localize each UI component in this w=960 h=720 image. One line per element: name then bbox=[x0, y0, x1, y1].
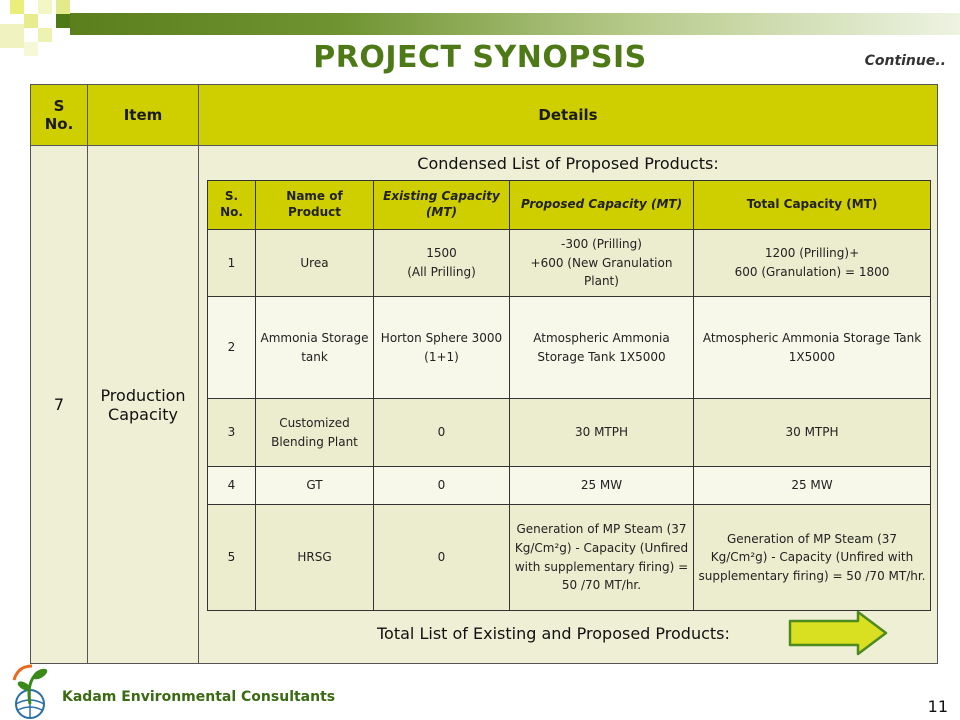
table-row bbox=[208, 505, 931, 611]
table-row bbox=[208, 297, 931, 399]
synopsis-table bbox=[30, 84, 938, 664]
page-number: 11 bbox=[927, 697, 948, 716]
cell-existing: 0 bbox=[374, 399, 510, 467]
cell-sno: 1 bbox=[208, 230, 256, 297]
cell-sno: 3 bbox=[208, 399, 256, 467]
cell-existing: 1500 (All Prilling) bbox=[374, 230, 510, 297]
cell-product: Urea bbox=[256, 230, 374, 297]
products-table bbox=[207, 180, 931, 611]
cell-total: Generation of MP Steam (37 Kg/Cm²g) - Capacity (Unfired with supplementary firing) = 50 /70 MT/hr. bbox=[694, 505, 931, 611]
row-details bbox=[199, 146, 938, 664]
condensed-list-heading: Condensed List of Proposed Products: bbox=[417, 154, 719, 173]
continue-label: Continue.. bbox=[864, 53, 946, 69]
column-header-sno bbox=[31, 85, 88, 146]
cell-proposed: Atmospheric Ammonia Storage Tank 1X5000 bbox=[510, 297, 694, 399]
table-row bbox=[208, 467, 931, 505]
sno-header-text: S No. bbox=[44, 97, 74, 133]
cell-sno: 5 bbox=[208, 505, 256, 611]
cell-sno: 4 bbox=[208, 467, 256, 505]
synopsis-row bbox=[31, 146, 938, 664]
deco-square bbox=[10, 0, 24, 14]
deco-square bbox=[24, 14, 38, 28]
products-header-row bbox=[208, 181, 931, 230]
row-sno: 7 bbox=[31, 146, 88, 664]
cell-proposed: Generation of MP Steam (37 Kg/Cm²g) - Capacity (Unfired with supplementary firing) = 50 /70 MT/hr. bbox=[510, 505, 694, 611]
cell-proposed: 25 MW bbox=[510, 467, 694, 505]
cell-sno: 2 bbox=[208, 297, 256, 399]
products-col-existing: Existing Capacity (MT) bbox=[374, 181, 510, 230]
products-col-total: Total Capacity (MT) bbox=[694, 181, 931, 230]
deco-square bbox=[38, 0, 52, 14]
cell-total: 30 MTPH bbox=[694, 399, 931, 467]
column-header-item: Item bbox=[88, 85, 199, 146]
table-row bbox=[208, 399, 931, 467]
cell-existing: Horton Sphere 3000 (1+1) bbox=[374, 297, 510, 399]
page-title: PROJECT SYNOPSIS bbox=[313, 40, 647, 75]
cell-product: Ammonia Storage tank bbox=[256, 297, 374, 399]
cell-proposed: 30 MTPH bbox=[510, 399, 694, 467]
cell-total: 25 MW bbox=[694, 467, 931, 505]
synopsis-header-row bbox=[31, 85, 938, 146]
cell-existing: 0 bbox=[374, 467, 510, 505]
cell-total: 1200 (Prilling)+ 600 (Granulation) = 1800 bbox=[694, 230, 931, 297]
deco-square bbox=[56, 14, 70, 28]
company-name: Kadam Environmental Consultants bbox=[62, 689, 336, 705]
cell-product: HRSG bbox=[256, 505, 374, 611]
products-col-sno: S. No. bbox=[208, 181, 256, 230]
cell-existing: 0 bbox=[374, 505, 510, 611]
cell-total: Atmospheric Ammonia Storage Tank 1X5000 bbox=[694, 297, 931, 399]
total-list-heading: Total List of Existing and Proposed Products: bbox=[377, 624, 730, 643]
cell-product: GT bbox=[256, 467, 374, 505]
row-item: Production Capacity bbox=[88, 146, 199, 664]
cell-product: Customized Blending Plant bbox=[256, 399, 374, 467]
products-col-name: Name of Product bbox=[256, 181, 374, 230]
table-row bbox=[208, 230, 931, 297]
deco-square bbox=[56, 0, 70, 14]
header-gradient-bar bbox=[70, 13, 960, 35]
column-header-details: Details bbox=[199, 85, 938, 146]
right-arrow-icon[interactable] bbox=[786, 610, 890, 656]
products-col-proposed: Proposed Capacity (MT) bbox=[510, 181, 694, 230]
cell-proposed: -300 (Prilling) +600 (New Granulation Plant) bbox=[510, 230, 694, 297]
kadam-logo-icon bbox=[2, 660, 60, 720]
arrow-shape[interactable] bbox=[790, 612, 886, 654]
